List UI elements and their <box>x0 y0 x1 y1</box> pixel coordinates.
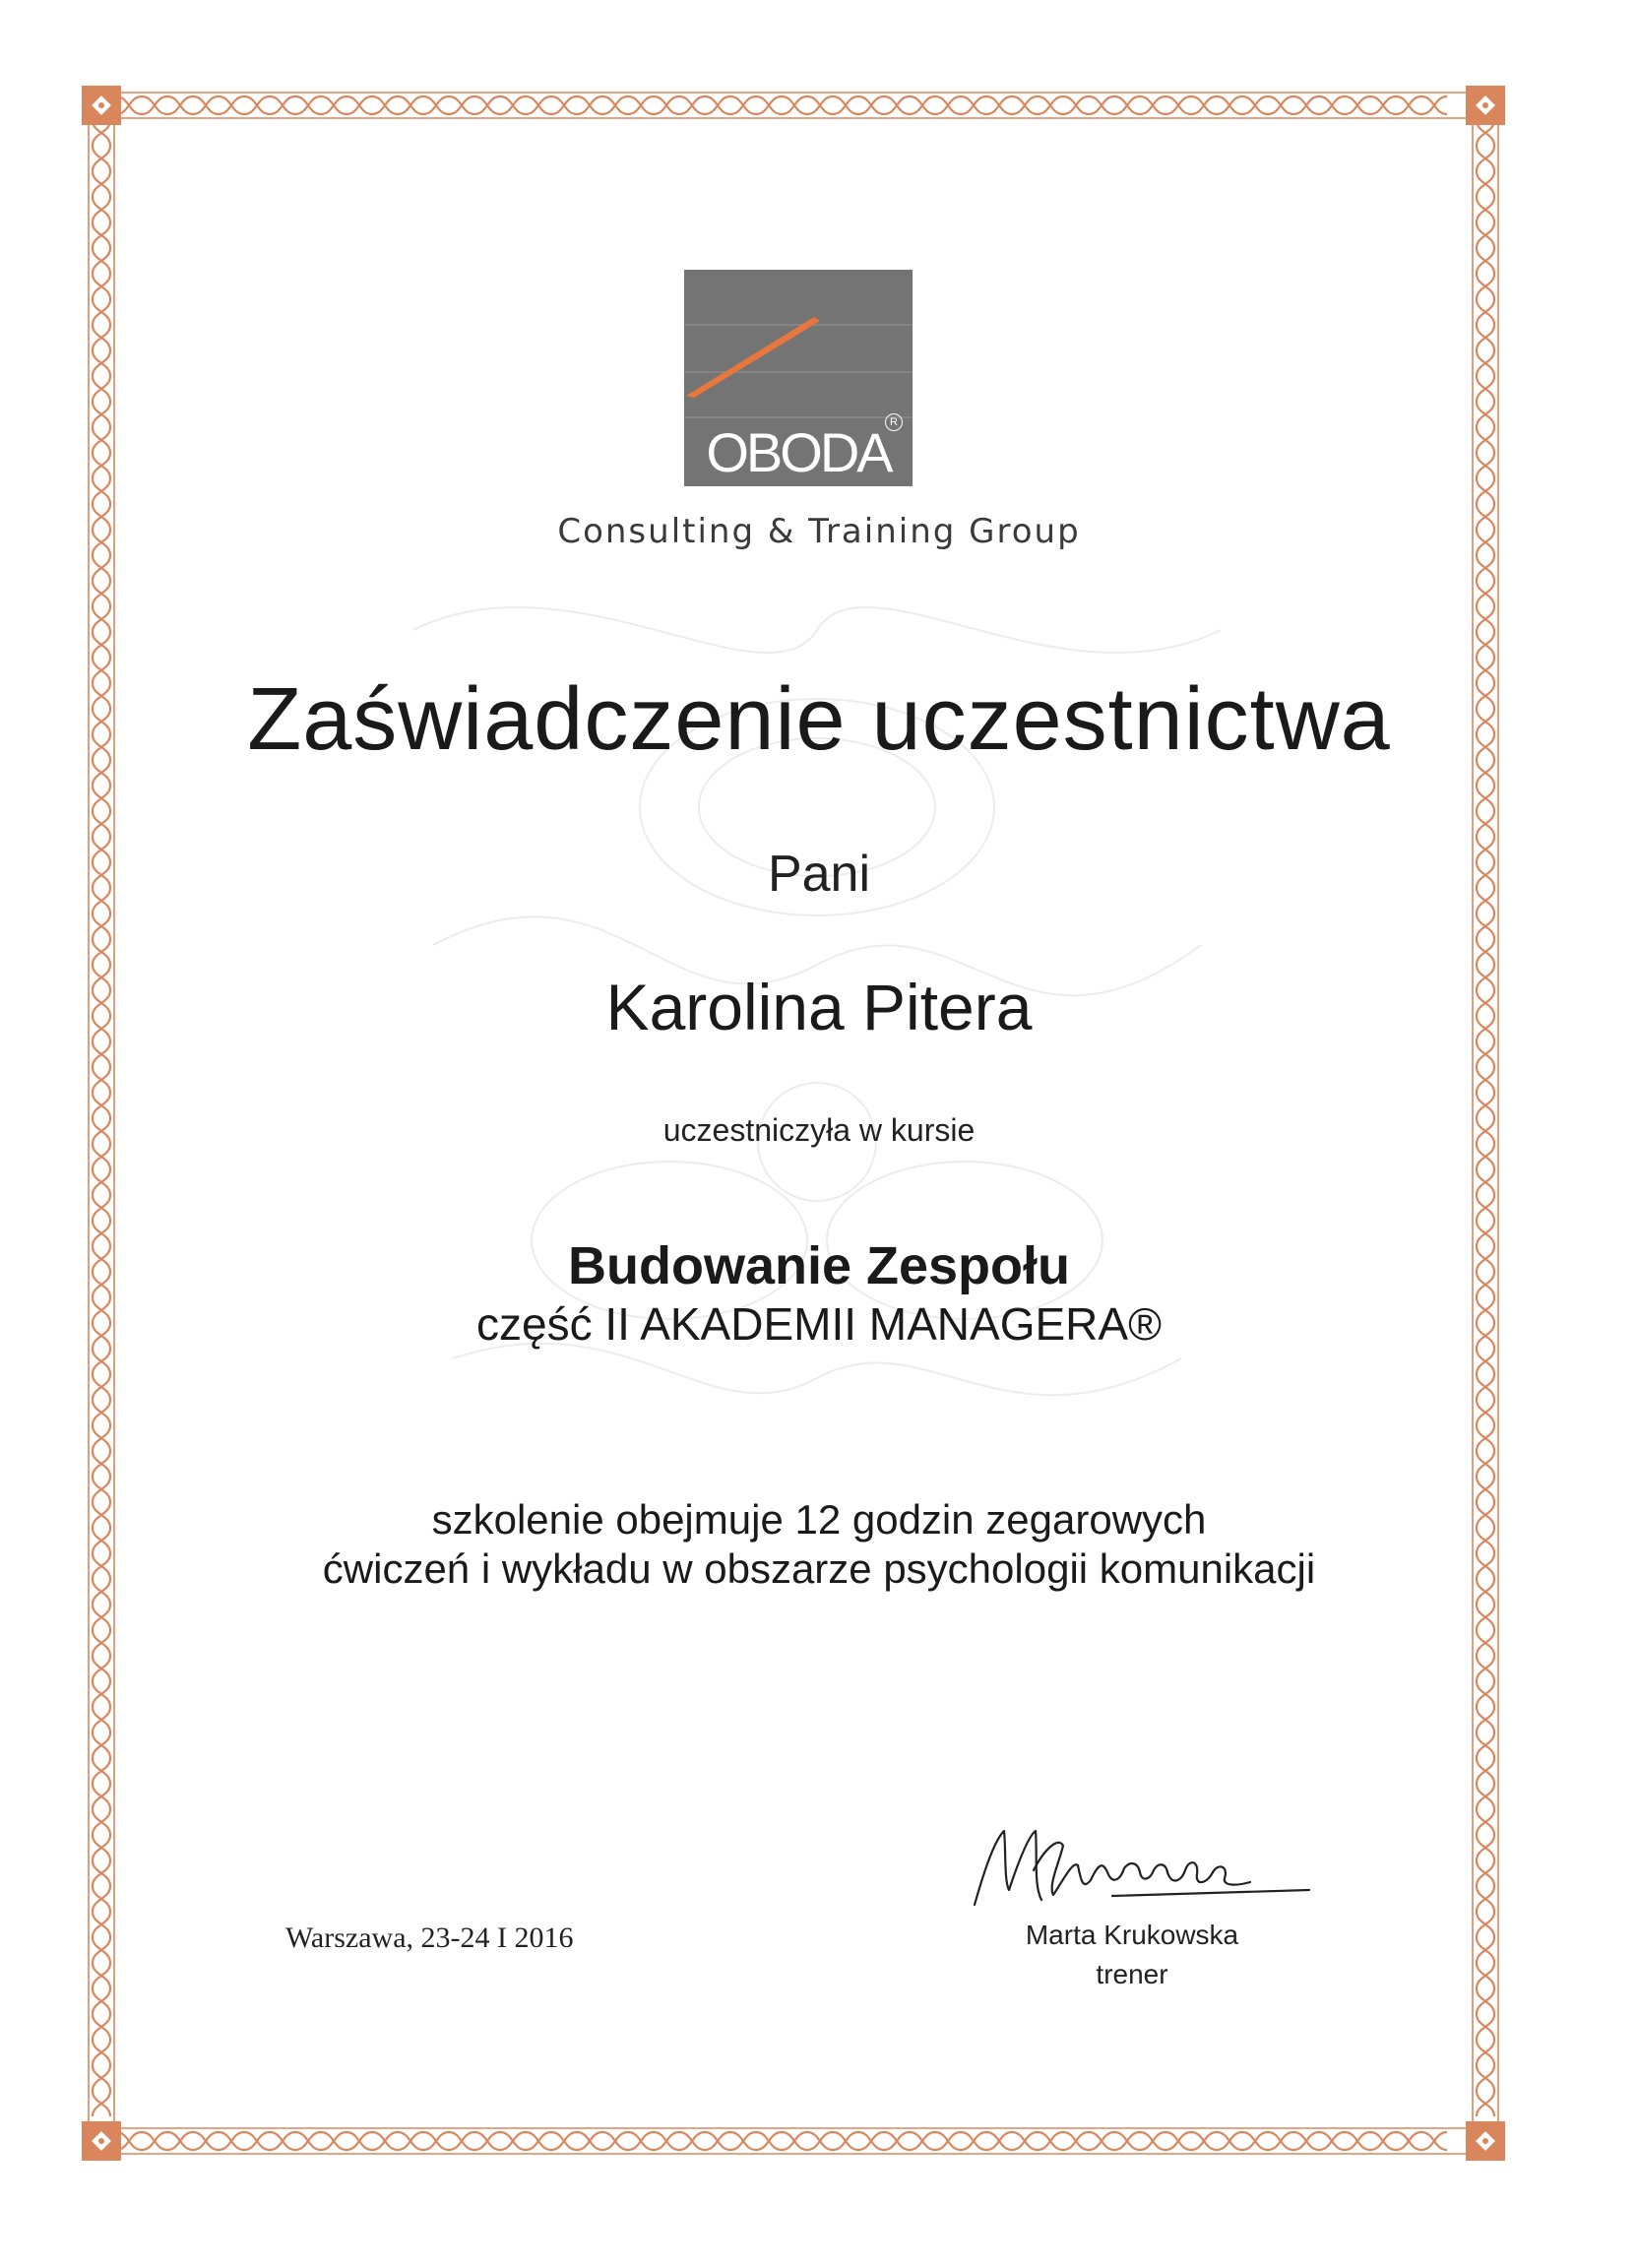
recipient-name: Karolina Pitera <box>605 971 1033 1043</box>
logo-brand-text: OBODA <box>706 421 891 483</box>
place-and-date: Warszawa, 23-24 I 2016 <box>285 1922 574 1954</box>
participated-text: uczestniczyła w kursie <box>662 1112 976 1148</box>
course-description-line-1: szkolenie obejmuje 12 godzin zegarowych <box>431 1496 1207 1543</box>
oboda-logo <box>684 270 913 486</box>
signer-role: trener <box>1096 1959 1168 1989</box>
course-name: Budowanie Zespołu <box>567 1236 1071 1295</box>
course-description-line-2: ćwiczeń i wykładu w obszarze psychologii komunikacji <box>322 1545 1316 1592</box>
signer-name: Marta Krukowska <box>1025 1920 1239 1950</box>
certificate-title: Zaświadczenie uczestnictwa <box>247 670 1391 769</box>
salutation: Pani <box>767 846 871 903</box>
course-part: część II AKADEMII MANAGERA® <box>476 1298 1162 1350</box>
logo-tagline: Consulting & Training Group <box>557 512 1081 551</box>
registered-mark: R <box>885 413 903 431</box>
